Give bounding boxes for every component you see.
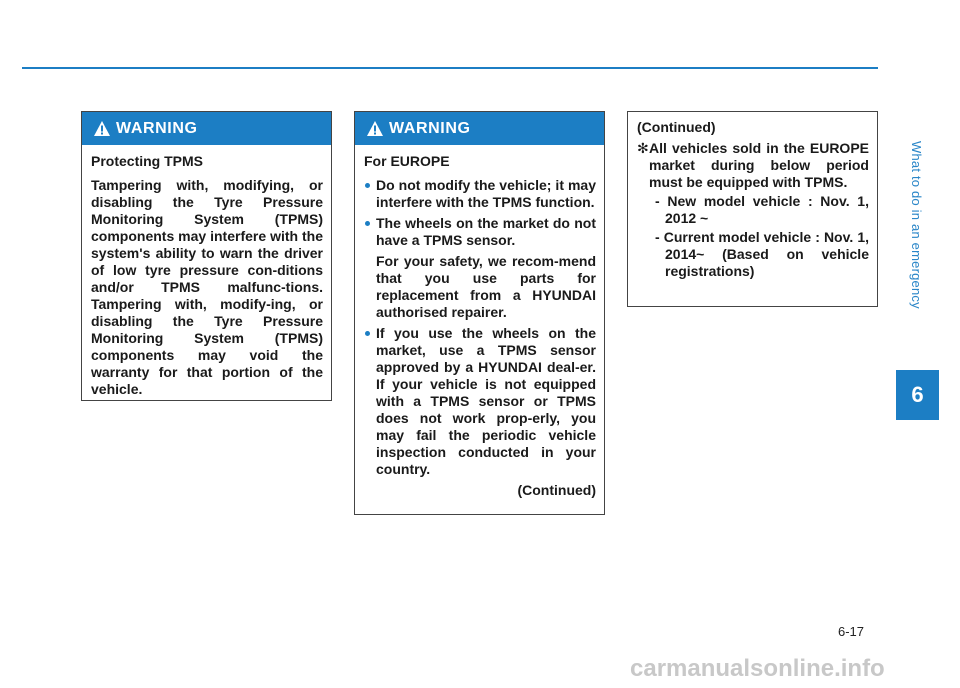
top-rule [22, 67, 878, 69]
continued-label: (Continued) [517, 482, 596, 498]
list-item: The wheels on the market do not have a TPMS sensor. [364, 215, 596, 249]
warning-label: WARNING [116, 119, 198, 137]
continued-content [628, 112, 877, 280]
warning-heading: Protecting TPMS [91, 153, 204, 169]
list-item: Do not modify the vehicle; it may interfere with the TPMS function. [364, 177, 596, 211]
warning-heading: For EUROPE [364, 153, 450, 169]
chapter-tab: 6 [896, 370, 939, 420]
warning-triangle-icon [94, 121, 110, 136]
note-text: All vehicles sold in the EUROPE market during below period must be equipped with TPMS. [649, 140, 869, 190]
warning-box-for-europe [354, 111, 605, 515]
asterisk-icon: ✻ [637, 140, 649, 156]
warning-header [82, 112, 331, 145]
list-item-extra: For your safety, we recom-mend that you use parts for replacement from a HYUNDAI authorised repairer. [376, 253, 596, 320]
watermark: carmanualsonline.info [630, 655, 885, 682]
warning-content [355, 145, 604, 499]
note-item [637, 140, 869, 191]
warning-box-protecting-tpms [81, 111, 332, 401]
warning-content [82, 145, 331, 398]
chapter-side-title: What to do in an emergency [909, 141, 924, 309]
list-item: - Current model vehicle : Nov. 1, 2014~ (Based on vehicle registrations) [655, 229, 869, 279]
warning-header [355, 112, 604, 145]
warning-body: Tampering with, modifying, or disabling the Tyre Pressure Monitoring System (TPMS) components may interfere with the system's ability to warn the driver of low tyre pressure con-ditions and/or TPMS malfunc-tions. Tampering with, modify-ing, or disabling the Tyre Pressure Monitoring System (TPMS) components may void the warranty for that portion of the vehicle. [91, 177, 323, 397]
warning-triangle-icon [367, 121, 383, 136]
list-item: If you use the wheels on the market, use a TPMS sensor approved by a HYUNDAI deal-er. If your vehicle is not equipped with a TPMS sensor or TPMS does not work prop-erly, you may fail the periodic vehicle inspection conducted in your country. [364, 325, 596, 478]
continued-box [627, 111, 878, 307]
warning-label: WARNING [389, 119, 471, 137]
continued-heading: (Continued) [637, 119, 716, 135]
page-number: 6-17 [838, 624, 865, 639]
list-item: - New model vehicle : Nov. 1, 2012 ~ [655, 193, 869, 226]
